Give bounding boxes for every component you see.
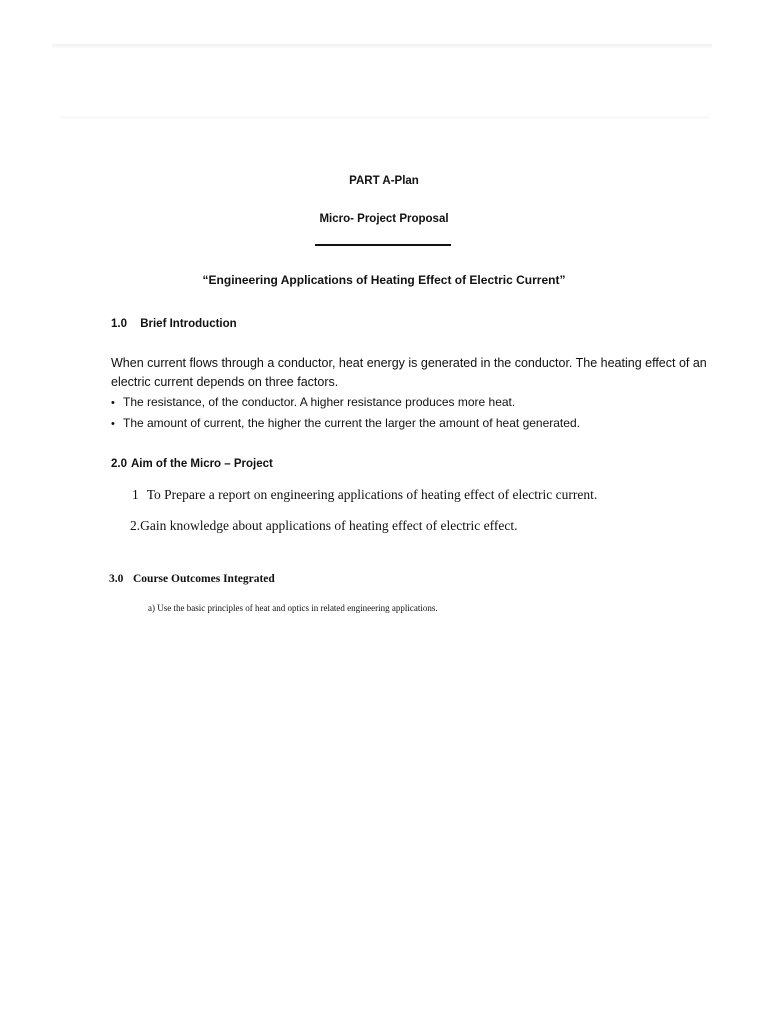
scan-shadow-line — [60, 116, 710, 119]
part-title: PART A-Plan — [349, 175, 419, 187]
intro-paragraph: When current flows through a conductor, heat energy is generated in the conductor. The heating effect of an electric current depends on three factors. — [111, 356, 707, 389]
section-heading-outcomes — [109, 573, 275, 585]
bullet-text: The resistance, of the conductor. A higher resistance produces more heat. — [123, 395, 516, 409]
section-number: 1.0 — [111, 318, 127, 330]
section-number: 2.0 — [111, 458, 127, 470]
aim-number: 2. — [130, 518, 141, 533]
scan-shadow-top — [52, 44, 712, 48]
aim-text: Gain knowledge about applications of heating effect of electric effect. — [140, 518, 518, 533]
section-number: 3.0 — [109, 573, 124, 585]
aim-item — [132, 487, 597, 503]
section-title: Brief Introduction — [140, 318, 237, 330]
section-heading-aim — [111, 458, 273, 470]
aim-text: To Prepare a report on engineering applications of heating effect of electric current. — [146, 487, 598, 502]
bullet-text: The amount of current, the higher the current the larger the amount of heat generated. — [123, 416, 580, 430]
aim-number: 1 — [132, 487, 139, 502]
bullet-icon: • — [111, 418, 115, 430]
section-title: Course Outcomes Integrated — [133, 573, 275, 585]
title-underline — [315, 244, 451, 246]
bullet-icon: • — [111, 397, 115, 409]
bullet-item — [111, 416, 580, 430]
section-title: Aim of the Micro – Project — [131, 458, 273, 470]
proposal-subtitle: Micro- Project Proposal — [319, 213, 449, 225]
section-heading-intro — [111, 318, 237, 330]
outcome-item: a) Use the basic principles of heat and optics in related engineering applications. — [148, 603, 438, 613]
project-title: “Engineering Applications of Heating Effect of Electric Current” — [202, 273, 566, 287]
bullet-item — [111, 395, 515, 409]
aim-item — [130, 518, 517, 534]
